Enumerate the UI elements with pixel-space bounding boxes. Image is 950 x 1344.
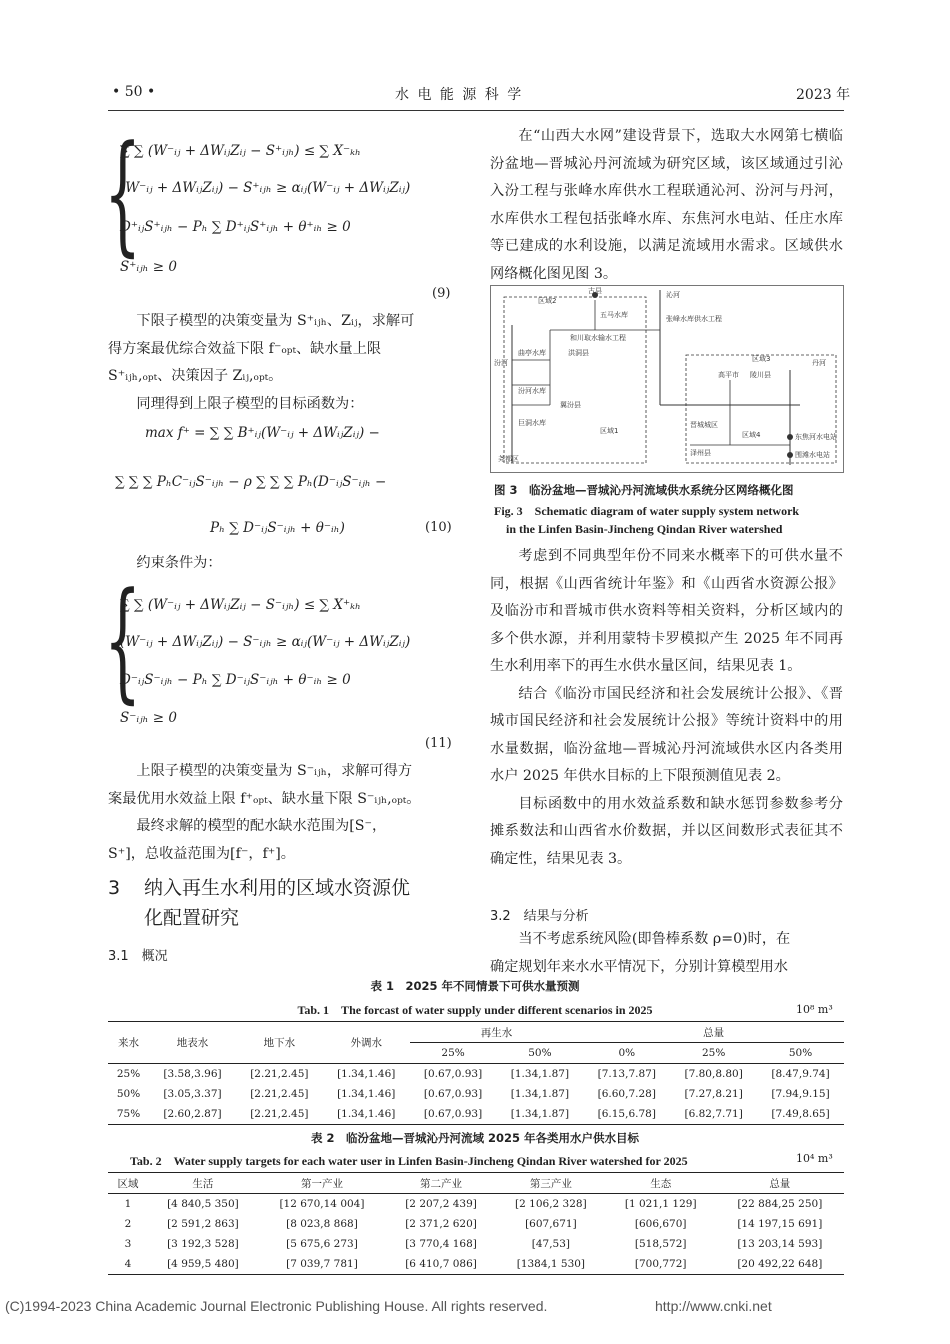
fig3-zezhou: 泽州县 [690, 449, 711, 457]
table-row: 2 [2 591,2 863] [8 023,8 868] [2 371,2 620] [607,671] [606,670] [14 197,15 691] [124, 1218, 823, 1230]
table-1: 来水 地表水 地下水 外调水 再生水 总量 25% 50% 0% 25% 50% 25% [3.58,3.96] [2.21,2.45] [1.34,1.46] [0.67,0.93] [1.34,1.87] [7.13,7.87] [7.80,8.80] [8.47,9.74] 50% [3.05,3.37] [2.21,2.45] [1.34,1.46] [0.67,0.93] [1.34,1.87] [6.60,7.28] [7.27,8.21] [7.94,9.15] 75% [2.60,2.87] [2.21,2.45] [1.34,1.46] [0.67,0.93] [1.34,1.87] [6.15,6.78] [6.82,7.71] [7.49,8.65] [108, 1021, 844, 1125]
fig3-julian: 巨洞水库 [518, 419, 546, 427]
fig3-zone4: 区域4 [742, 431, 761, 439]
table-row: 75% [2.60,2.87] [2.21,2.45] [1.34,1.46] [0.67,0.93] [1.34,1.87] [6.15,6.78] [6.82,7.71] [7.49,8.65] [108, 1104, 844, 1125]
fig3-yifen: 翼汾县 [560, 401, 581, 409]
fig3-wuma: 五马水库 [600, 311, 628, 319]
fig3-dongjiao: 东焦河水电站 [795, 433, 837, 441]
table-row: 4 [4 959,5 480] [7 039,7 781] [6 410,7 086] [1384,1 530] [700,772] [20 492,22 648] [108, 1254, 844, 1275]
table-1-caption-en: Tab. 1 The forcast of water supply under different scenarios in 2025 [297, 1003, 653, 1017]
fig3-gaoping: 高平市 [718, 371, 739, 379]
section-3-number: 3 [108, 877, 121, 899]
fig3-quting: 曲亭水库 [518, 349, 546, 357]
paragraph-results: 当不考虑系统风险(即鲁棒系数 ρ=0)时，在 确定规划年来水水平情况下，分别计算模型用水 [490, 931, 791, 975]
figure-3-caption-cn: 图 3 临汾盆地—晋城沁丹河流域供水系统分区网络概化图 [494, 483, 794, 497]
page-number: • 50 • [112, 84, 156, 100]
paragraph-right-body: 考虑到不同典型年份不同来水概率下的可供水量不同，根据《山西省统计年鉴》和《山西省水资源公报》及临汾市和晋城市供水资料等相关资料，分析区域内的多个供水源，并利用蒙特卡罗模拟产生 2025 年不同再生水利用率下的再生水供水量区间，结果见表 1。 结合《临汾市国民经济和社会发展统计公报》、《晋城市国民经济和社会发展统计公报》等统计资料中的用水量数据，临汾盆地—晋城沁丹河流域供水区内各类用水户 2025 年供水目标的上下限预测值见表 2。 目标函数中的用水效益系数和缺水惩罚参数参考分摊系数法和山西省水价数据，并以区间数形式表征其不确定性，结果见表 3。 [490, 548, 843, 867]
fig3-weitan: 围滩水电站 [795, 451, 830, 459]
table-2-caption-cn: 表 2 临汾盆地—晋城沁丹河流域 2025 年各类用水户供水目标 [310, 1131, 640, 1145]
fig3-danhe: 丹河 [812, 359, 826, 367]
section-3-title: 纳入再生水利用的区域水资源优 化配置研究 [144, 877, 411, 929]
fig3-qinhe: 沁河 [666, 291, 680, 299]
fig3-zone2: 区域2 [538, 297, 557, 305]
fig3-zone1: 区域1 [600, 427, 619, 435]
header-rule [108, 110, 844, 111]
table-2: 区域 生活 第一产业 第二产业 第三产业 生态 总量 1 [4 840,5 350] [12 670,14 004] [2 207,2 439] [2 106,2 328] [1 021,1 129] [22 884,25 250] 2 [2 591,2 863] [8 023,8 868] [2 371,2 620] [607,671] [606,670] [14 197,15 691] 3 [3 192,3 528] [5 675,6 273] [3 770,4 168] [47,53] [518,572] [13 203,14 593] 4 [4 959,5 480] [7 039,7 781] [6 410,7 086] [1384,1 530] [700,772] [20 492,22 648] [108, 1172, 844, 1275]
fig3-zhangfeng: 张峰水库供水工程 [666, 315, 722, 323]
fig3-hongdong: 洪洞县 [568, 349, 589, 357]
fig3-guxian: 古县 [588, 287, 602, 295]
paragraph-lower-model: 下限子模型的决策变量为 S⁺ᵢⱼₕ、Zᵢⱼ，求解可 得方案最优综合效益下限 f⁻ₒₚₜ、缺水量上限 S⁺ᵢⱼₕ,ₒₚₜ、决策因子 Zᵢⱼ,ₒₚₜ。 同理得到上限子模型的目标函数为： [108, 313, 415, 412]
figure-3-caption-en-1: Fig. 3 Schematic diagram of water supply system network [494, 504, 800, 518]
fig3-lingchuan: 陵川县 [750, 371, 771, 379]
table-1-unit: 10⁸ m³ [796, 1003, 833, 1016]
table-2-caption-en: Tab. 2 Water supply targets for each water user in Linfen Basin-Jincheng Qindan River watershed for 2025 [130, 1154, 688, 1168]
table-row: 50% [3.05,3.37] [2.21,2.45] [1.34,1.46] [0.67,0.93] [1.34,1.87] [6.60,7.28] [7.27,8.21] [7.94,9.15] [116, 1088, 830, 1100]
fig3-fenhe: 汾河 [494, 359, 508, 367]
footer-url[interactable]: http://www.cnki.net [655, 1298, 772, 1314]
year: 2023 年 [796, 87, 851, 103]
fig3-zone3: 区域3 [752, 355, 771, 363]
table-1-caption-cn: 表 1 2025 年不同情景下可供水量预测 [370, 979, 580, 993]
fig3-hechuan: 和川取水输水工程 [570, 334, 626, 342]
paragraph-intro: 在“山西大水网”建设背景下，选取大水网第七横临汾盆地—晋城沁丹河流域为研究区域，该区域通过引沁入汾工程与张峰水库供水工程联通沁河、汾河与丹河，水库供水工程包括张峰水库、东焦河水电站、任庄水库等已建成的水利设施，以满足流域用水需求。区域供水网络概化图见图 3。 [490, 128, 843, 282]
fig3-yaodu: 尧都区 [498, 455, 519, 463]
table-row: 25% [3.58,3.96] [2.21,2.45] [1.34,1.46] [0.67,0.93] [1.34,1.87] [7.13,7.87] [7.80,8.80] [8.47,9.74] [108, 1064, 844, 1085]
paragraph-constraints: 约束条件为： [136, 555, 222, 571]
fig3-fenheres: 汾河水库 [518, 387, 546, 395]
fig3-jincheng: 晋城城区 [690, 421, 718, 429]
footer-copyright: (C)1994-2023 China Academic Journal Electronic Publishing House. All rights reserved. [5, 1298, 548, 1314]
table-row: 3 [3 192,3 528] [5 675,6 273] [3 770,4 168] [47,53] [518,572] [13 203,14 593] [124, 1238, 823, 1250]
figure-3-caption-en-2: in the Linfen Basin-Jincheng Qindan River watershed [506, 522, 783, 536]
journal-title: 水 电 能 源 科 学 [395, 87, 524, 103]
section-3-1: 3.1 概况 [108, 949, 168, 964]
table-2-unit: 10⁴ m³ [796, 1152, 833, 1165]
figure-3-network [490, 285, 844, 473]
paragraph-upper-model: 上限子模型的决策变量为 S⁻ᵢⱼₕ，求解可得方 案最优用水效益上限 f⁺ₒₚₜ、缺水量下限 S⁻ᵢⱼₕ,ₒₚₜ。 最终求解的模型的配水缺水范围为[S⁻， S⁺]，总收益范围为[f⁻，f⁺]。 [108, 763, 421, 862]
section-3-2: 3.2 结果与分析 [490, 909, 589, 924]
table-row: 1 [4 840,5 350] [12 670,14 004] [2 207,2 439] [2 106,2 328] [1 021,1 129] [22 884,25 250] [108, 1194, 844, 1215]
